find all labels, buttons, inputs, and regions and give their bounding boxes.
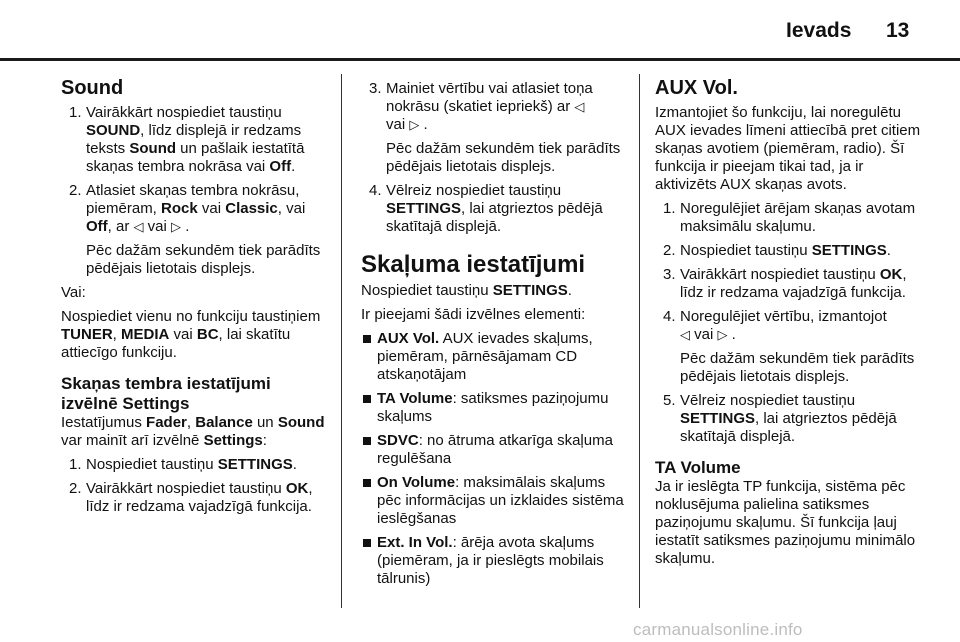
section-heading-ta: TA Volume	[655, 458, 741, 477]
header-title: Ievads	[786, 19, 852, 42]
section-heading-sound: Sound	[61, 77, 124, 99]
bullet-icon	[363, 539, 371, 547]
bullet-item: TA Volume: satiksmes paziņojumu skaļums	[361, 390, 626, 426]
header-rule	[0, 58, 960, 61]
section-heading-settings: Skaņas tembra iestatījumi izvēlnē Settings	[61, 374, 271, 413]
bullet-icon	[363, 395, 371, 403]
note-text: Pēc dažām sekundēm tiek parādīts pēdējais lietotais displejs.	[86, 242, 321, 277]
arrow-left-icon: ◁	[680, 327, 690, 342]
bullet-item: On Volume: maksimālais skaļums pēc informācijas un izklaides sistēma ieslēgšanas	[361, 474, 626, 528]
bullet-icon	[363, 335, 371, 343]
list-item: 5. Vēlreiz nospiediet taustiņu SETTINGS, lai atgrieztos pēdējā skatītajā displejā.	[663, 392, 897, 445]
list-item: 3. Mainiet vērtību vai atlasiet toņa nokrāsu (skatiet iepriekš) ar ◁ vai ▷ .	[369, 80, 593, 133]
arrow-left-icon: ◁	[574, 99, 585, 114]
arrow-right-icon: ▷	[717, 327, 728, 342]
bullet-item: Ext. In Vol.: ārēja avota skaļums (piemēram, ja ir pieslēgts mobilais tālrunis)	[361, 534, 626, 588]
list-item: 4. Noregulējiet vērtību, izmantojot ◁ vai ▷ .	[663, 308, 887, 343]
list-item: 1. Nospiediet taustiņu SETTINGS.	[69, 456, 297, 473]
bullet-icon	[363, 479, 371, 487]
section-heading-volume: Skaļuma iestatījumi	[361, 251, 586, 278]
page-header	[0, 0, 960, 60]
list-item: 1. Noregulējiet ārējam skaņas avotam maksimālu skaļumu.	[663, 200, 916, 235]
bullet-item: SDVC: no ātruma atkarīga skaļuma regulēšana	[361, 432, 626, 468]
watermark: carmanualsonline.info	[633, 620, 803, 639]
column-right	[655, 76, 925, 574]
arrow-left-icon: ◁	[133, 219, 144, 234]
note-text: Pēc dažām sekundēm tiek parādīts pēdējais lietotais displejs.	[386, 140, 621, 175]
paragraph: Ir pieejami šādi izvēlnes elementi:	[361, 306, 586, 323]
column-middle	[361, 80, 626, 594]
list-item: 1. Vairākkārt nospiediet taustiņu SOUND, līdz displejā ir redzams teksts Sound un pašlaik iestatītā skaņas tembra nokrāsa vai Off.	[69, 104, 305, 175]
list-item: 2. Vairākkārt nospiediet taustiņu OK, līdz ir redzama vajadzīgā funkcija.	[69, 480, 313, 515]
arrow-right-icon: ▷	[171, 219, 182, 234]
paragraph: Vai:	[61, 284, 86, 301]
section-heading-aux: AUX Vol.	[655, 77, 738, 99]
paragraph: Ja ir ieslēgta TP funkcija, sistēma pēc noklusējuma palielina satiksmes paziņojumu skaļumu. Šī funkcija ļauj iestatīt satiksmes paziņojumu minimālo skaļumu.	[655, 478, 916, 567]
list-item: 4. Vēlreiz nospiediet taustiņu SETTINGS, lai atgrieztos pēdējā skatītajā displejā.	[369, 182, 603, 235]
bullet-item: AUX Vol. AUX ievades skaļums, piemēram, pārnēsājamam CD atskaņotājam	[361, 330, 626, 384]
paragraph: Nospiediet vienu no funkciju taustiņiem TUNER, MEDIA vai BC, lai skatītu attiecīgo funkciju.	[61, 308, 321, 361]
arrow-right-icon: ▷	[409, 117, 420, 132]
column-divider	[341, 74, 342, 608]
page-number: 13	[886, 19, 910, 42]
paragraph: Nospiediet taustiņu SETTINGS.	[361, 282, 572, 299]
list-item: 2. Nospiediet taustiņu SETTINGS.	[663, 242, 891, 259]
column-divider	[639, 74, 640, 608]
list-item: 2. Atlasiet skaņas tembra nokrāsu, piemēram, Rock vai Classic, vai Off, ar ◁ vai ▷ .	[69, 182, 306, 235]
column-left	[61, 76, 329, 522]
note-text: Pēc dažām sekundēm tiek parādīts pēdējais lietotais displejs.	[680, 350, 915, 385]
paragraph: Izmantojiet šo funkciju, lai noregulētu AUX ievades līmeni attiecībā pret citiem skaņas avotiem (piemēram, radio). Šī funkcija ir pieejam tikai tad, ja ir aktivizēts AUX skaņas avots.	[655, 104, 921, 193]
paragraph: Iestatījumus Fader, Balance un Sound var mainīt arī izvēlnē Settings:	[61, 414, 325, 449]
bullet-icon	[363, 437, 371, 445]
list-item: 3. Vairākkārt nospiediet taustiņu OK, līdz ir redzama vajadzīgā funkcija.	[663, 266, 907, 301]
